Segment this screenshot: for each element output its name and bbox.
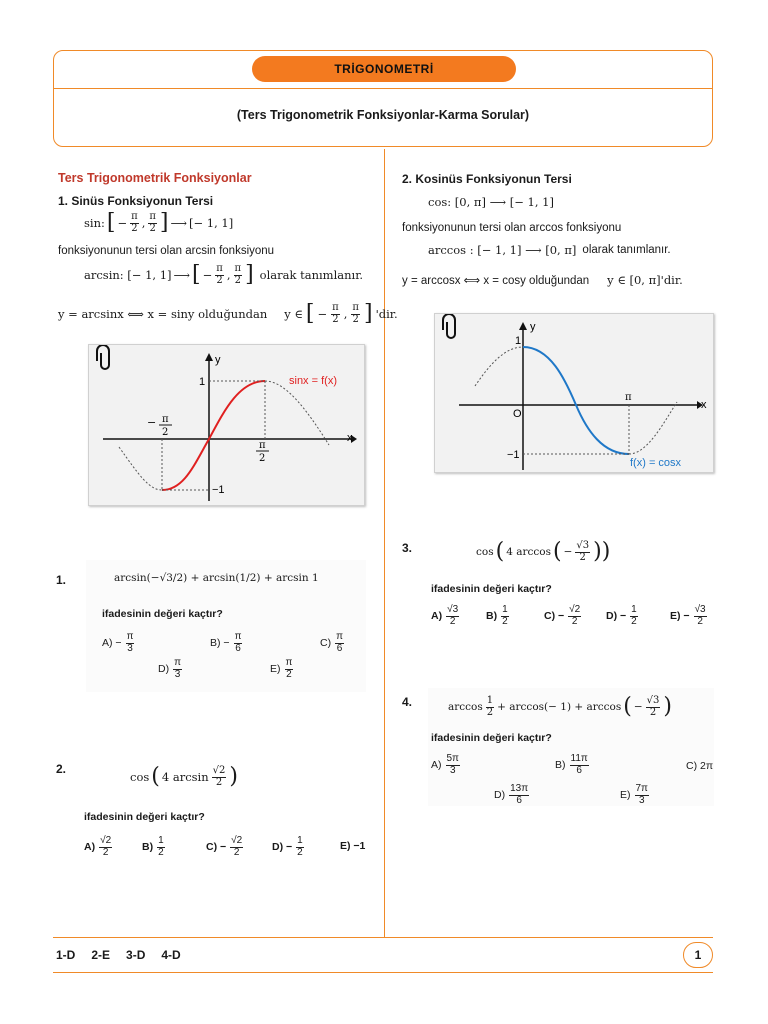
section-title: Ters Trigonometrik Fonksiyonlar bbox=[58, 171, 252, 185]
arcsin-definition bbox=[84, 264, 363, 286]
bracket-open: [ bbox=[305, 301, 315, 326]
tick-pi: π bbox=[625, 392, 632, 403]
y-label: y bbox=[215, 354, 221, 366]
sine-graph bbox=[89, 345, 366, 507]
comma: , bbox=[141, 216, 146, 230]
sin-curve-label: sinx = f(x) bbox=[289, 375, 337, 387]
q4-ask: ifadesinin değeri kaçtır? bbox=[431, 732, 552, 744]
cosinus-title: 2. Kosinüs Fonksiyonun Tersi bbox=[402, 172, 572, 186]
answer-4: 4-D bbox=[161, 948, 181, 962]
minus-sign: − bbox=[202, 268, 213, 282]
sine-graph-panel bbox=[88, 344, 365, 506]
comma: , bbox=[343, 307, 348, 321]
arrow: ⟶ bbox=[173, 268, 191, 282]
q4-option-c[interactable]: C) 2π bbox=[686, 760, 714, 772]
arccos-rel-text: y = arccosx ⟺ x = cosy olduğundan bbox=[402, 275, 590, 287]
neg-pi: π bbox=[162, 414, 169, 425]
q3-option-b[interactable]: B) $\frac{1}{2}$ bbox=[486, 604, 508, 627]
q4-option-b[interactable]: B) $\frac{11\pi}{6}$ bbox=[555, 753, 588, 776]
q2-option-d[interactable]: D) − $\frac{1}{2}$ bbox=[272, 835, 303, 858]
pos-pi: π bbox=[259, 440, 266, 451]
clip-icon bbox=[443, 314, 455, 338]
neg-sign: − bbox=[147, 416, 157, 429]
q4-option-d[interactable]: D) $\frac{13\pi}{6}$ bbox=[494, 783, 529, 806]
q3-number: 3. bbox=[402, 541, 413, 555]
header-divider bbox=[54, 88, 712, 89]
neg-two: 2 bbox=[162, 427, 169, 438]
answer-key bbox=[56, 948, 181, 962]
tick-minus-one: −1 bbox=[507, 449, 520, 461]
page-subtitle: (Ters Trigonometrik Fonksiyonlar-Karma Sorular) bbox=[236, 108, 530, 122]
bracket-open: [ bbox=[106, 210, 116, 235]
q1-option-a[interactable]: A) − $\frac{\pi}{3}$ bbox=[102, 631, 134, 654]
bracket-close: ] bbox=[245, 262, 254, 287]
arccos-def: arccos : [− 1, 1] ⟶ [0, π] bbox=[428, 243, 577, 257]
answer-1: 1-D bbox=[56, 948, 76, 962]
q1-ask: ifadesinin değeri kaçtır? bbox=[102, 608, 223, 620]
arccos-def-suffix: olarak tanımlanır. bbox=[582, 244, 671, 256]
clip-icon bbox=[97, 345, 109, 369]
arcsin-def-suffix: olarak tanımlanır. bbox=[259, 268, 364, 282]
pos-two: 2 bbox=[259, 453, 266, 464]
fraction: $\frac{\pi}{2}$ bbox=[131, 211, 138, 234]
fraction: $\frac{\pi}{2}$ bbox=[216, 263, 223, 286]
cos-text: fonksiyonunun tersi olan arccos fonksiyonu bbox=[402, 222, 622, 234]
tick-one: 1 bbox=[515, 335, 522, 347]
q4-option-a[interactable]: A) $\frac{5\pi}{3}$ bbox=[431, 753, 459, 776]
q3-option-c[interactable]: C) − $\frac{√2}{2}$ bbox=[544, 604, 581, 627]
cos-curve-label: f(x) = cosx bbox=[630, 457, 682, 469]
y-label: y bbox=[530, 321, 536, 333]
tick-one: 1 bbox=[199, 376, 206, 388]
sinus-title: 1. Sinüs Fonksiyonun Tersi bbox=[58, 194, 214, 208]
origin-label: O bbox=[513, 408, 522, 420]
q1-option-d[interactable]: D) $\frac{\pi}{3}$ bbox=[158, 657, 181, 680]
arcsin-rel-text: y = arcsinx ⟺ x = siny olduğundan bbox=[58, 307, 268, 321]
fraction: $\frac{\pi}{2}$ bbox=[149, 211, 156, 234]
x-label: x bbox=[347, 432, 353, 444]
cos-definition: cos: [0, π] ⟶ [− 1, 1] bbox=[428, 195, 554, 209]
cos-dotted-curve bbox=[475, 347, 677, 454]
arrow: ⟶ bbox=[170, 216, 188, 230]
fraction: $\frac{\pi}{2}$ bbox=[234, 263, 242, 286]
x-label: x bbox=[701, 399, 707, 411]
q2-option-b[interactable]: B) $\frac{1}{2}$ bbox=[142, 835, 164, 858]
footer-bottom-line bbox=[53, 972, 713, 973]
fraction: $\frac{\pi}{2}$ bbox=[332, 302, 339, 325]
cos-blue-curve bbox=[523, 347, 629, 454]
arcsin-relation bbox=[58, 303, 398, 325]
q2-option-e[interactable]: E) −1 bbox=[340, 840, 366, 852]
q1-option-b[interactable]: B) − $\frac{\pi}{6}$ bbox=[210, 631, 242, 654]
q2-option-a[interactable]: A) $\frac{√2}{2}$ bbox=[84, 835, 112, 858]
q4-option-e[interactable]: E) $\frac{7\pi}{3}$ bbox=[620, 783, 648, 806]
q4-number: 4. bbox=[402, 695, 413, 709]
sin-dotted-curve bbox=[119, 381, 329, 490]
bracket-open: [ bbox=[192, 262, 201, 287]
element-of: y ∈ bbox=[284, 307, 303, 321]
q2-number: 2. bbox=[56, 762, 67, 776]
bracket-close: ] bbox=[159, 210, 169, 235]
page-number: 1 bbox=[683, 942, 713, 968]
q2-ask: ifadesinin değeri kaçtır? bbox=[84, 811, 205, 823]
cosine-graph-panel bbox=[434, 313, 714, 473]
y-axis-arrow bbox=[205, 353, 213, 361]
page-title: TRİGONOMETRİ bbox=[252, 56, 516, 82]
q3-option-d[interactable]: D) − $\frac{1}{2}$ bbox=[606, 604, 637, 627]
answer-2: 2-E bbox=[91, 948, 111, 962]
sin-def-range: [− 1, 1] bbox=[189, 216, 234, 230]
minus-sign: − bbox=[117, 216, 128, 230]
q3-option-a[interactable]: A) $\frac{√3}{2}$ bbox=[431, 604, 459, 627]
q1-option-e[interactable]: E) $\frac{\pi}{2}$ bbox=[270, 657, 293, 680]
q1-panel bbox=[86, 560, 366, 692]
q1-expression: arcsin(−√3/2) + arcsin(1/2) + arcsin 1 bbox=[114, 572, 319, 584]
sin-def-prefix: sin: bbox=[84, 216, 105, 230]
arccos-rel-tail: y ∈ [0, π]'dir. bbox=[607, 273, 683, 287]
cosine-graph bbox=[435, 314, 715, 474]
arccos-definition bbox=[428, 243, 671, 257]
minus-sign: − bbox=[317, 307, 328, 321]
q3-expression: cos ( 4 arccos ( − $\frac{√3}{2}$ )) bbox=[476, 539, 611, 564]
answer-3: 3-D bbox=[126, 948, 146, 962]
q1-option-c[interactable]: C) $\frac{\pi}{6}$ bbox=[320, 631, 343, 654]
q4-panel bbox=[428, 688, 714, 806]
tick-minus-one: −1 bbox=[212, 484, 225, 496]
q3-option-e[interactable]: E) − $\frac{√3}{2}$ bbox=[670, 604, 706, 627]
arccos-relation bbox=[402, 273, 683, 287]
arcsin-rel-tail: 'dir. bbox=[375, 307, 398, 321]
bracket-close: ] bbox=[363, 301, 373, 326]
fraction: $\frac{\pi}{2}$ bbox=[352, 302, 359, 325]
y-axis-arrow bbox=[519, 322, 527, 330]
q2-expression: cos ( 4 arcsin $\frac{√2}{2}$ ) bbox=[130, 764, 238, 789]
q4-expression: arccos $\frac{1}{2}$ + arccos(− 1) + arccos ( − $\frac{√3}{2}$ ) bbox=[448, 694, 672, 719]
sin-text: fonksiyonunun tersi olan arcsin fonksiyonu bbox=[58, 245, 275, 257]
q2-option-c[interactable]: C) − $\frac{√2}{2}$ bbox=[206, 835, 243, 858]
sin-definition bbox=[84, 212, 233, 234]
q3-ask: ifadesinin değeri kaçtır? bbox=[431, 583, 552, 595]
sin-red-curve bbox=[162, 381, 265, 490]
q1-number: 1. bbox=[56, 573, 67, 587]
arcsin-def-prefix: arcsin: [− 1, 1] bbox=[84, 268, 172, 282]
footer-top-line bbox=[53, 937, 713, 938]
comma: , bbox=[226, 268, 231, 282]
column-divider bbox=[384, 149, 385, 937]
